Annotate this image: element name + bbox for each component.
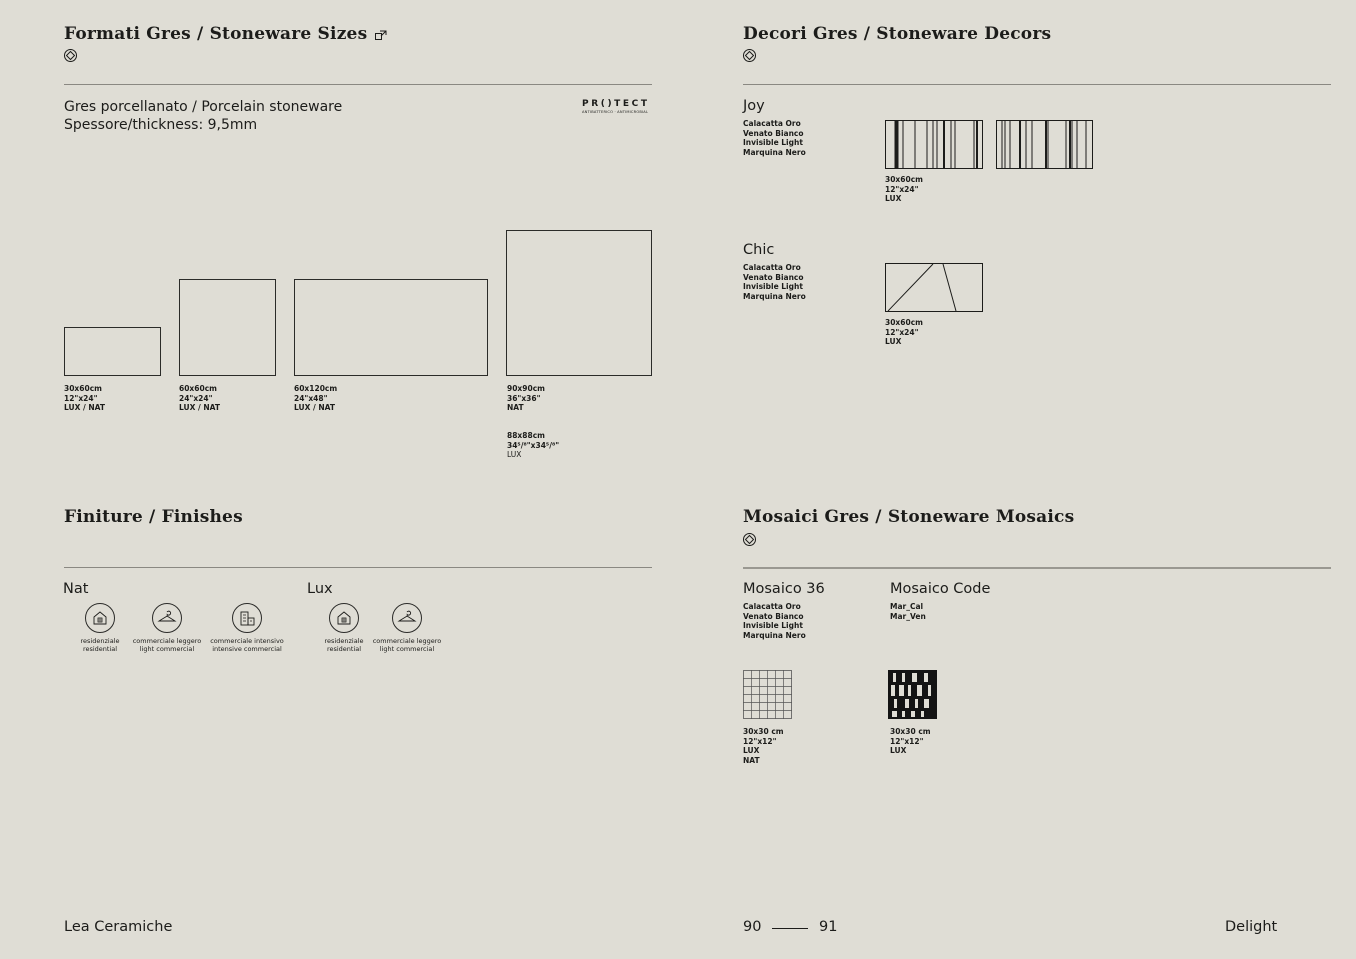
use-label: commerciale leggero light commercial bbox=[132, 637, 202, 653]
use-label: residenziale residential bbox=[324, 637, 364, 653]
decor-name: Chic bbox=[743, 242, 775, 258]
grade-badge-icon bbox=[64, 49, 77, 62]
size-60x60-tile bbox=[179, 279, 276, 376]
house-icon bbox=[329, 603, 359, 633]
grade-badge-icon bbox=[743, 533, 756, 546]
mosaic-colors: Calacatta Oro Venato Bianco Invisible Light Marquina Nero bbox=[743, 602, 806, 640]
decor-spec: 30x60cm 12"x24" LUX bbox=[885, 175, 923, 204]
finish-lux-label: Lux bbox=[307, 581, 333, 597]
protect-logo: PR()TECT ANTIBATTERICO · ANTIMICROBIAL bbox=[582, 99, 650, 114]
size-label: 60x120cm 24"x48" LUX / NAT bbox=[294, 384, 338, 413]
building-icon bbox=[232, 603, 262, 633]
mosaic-spec: 30x30 cm 12"x12" LUX bbox=[890, 727, 931, 756]
decors-divider bbox=[743, 84, 1331, 85]
decor-spec: 30x60cm 12"x24" LUX bbox=[885, 318, 923, 347]
size-60x120-tile bbox=[294, 279, 488, 376]
decor-colors: Calacatta Oro Venato Bianco Invisible Light Marquina Nero bbox=[743, 119, 806, 157]
thickness-line: Spessore/thickness: 9,5mm bbox=[64, 117, 258, 133]
finishes-title: Finiture / Finishes bbox=[64, 507, 243, 527]
decor-name: Joy bbox=[743, 98, 765, 114]
sizes-divider bbox=[64, 84, 652, 85]
joy-tile-a bbox=[885, 120, 983, 169]
size-label: 30x60cm 12"x24" LUX / NAT bbox=[64, 384, 105, 413]
footer-brand: Lea Ceramiche bbox=[64, 919, 173, 935]
footer-collection: Delight bbox=[1225, 919, 1278, 935]
mosaico-code-tile bbox=[888, 670, 937, 719]
house-icon bbox=[85, 603, 115, 633]
size-30x60-tile bbox=[64, 327, 161, 376]
mosaics-divider bbox=[743, 567, 1331, 569]
page-number-left: 90 bbox=[743, 919, 762, 935]
page-number-separator bbox=[772, 928, 808, 929]
sizes-title: Formati Gres / Stoneware Sizes bbox=[64, 24, 387, 44]
mosaico-36-tile bbox=[743, 670, 792, 719]
grade-badge-icon bbox=[743, 49, 756, 62]
mosaic-name: Mosaico 36 bbox=[743, 581, 825, 597]
page-number-right: 91 bbox=[819, 919, 838, 935]
use-label: residenziale residential bbox=[80, 637, 120, 653]
decor-colors: Calacatta Oro Venato Bianco Invisible Light Marquina Nero bbox=[743, 263, 806, 301]
size-90x90-tile bbox=[506, 230, 652, 376]
mosaic-spec: 30x30 cm 12"x12" LUX NAT bbox=[743, 727, 784, 765]
material-line: Gres porcellanato / Porcelain stoneware bbox=[64, 99, 343, 115]
decors-title: Decori Gres / Stoneware Decors bbox=[743, 24, 1052, 44]
chic-tile bbox=[885, 263, 983, 312]
mosaic-colors: Mar_Cal Mar_Ven bbox=[890, 602, 926, 621]
joy-tile-b bbox=[996, 120, 1093, 169]
use-label: commerciale leggero light commercial bbox=[372, 637, 442, 653]
use-label: commerciale intensivo intensive commercial bbox=[210, 637, 284, 653]
hanger-icon bbox=[152, 603, 182, 633]
finishes-divider bbox=[64, 567, 652, 568]
finish-nat-label: Nat bbox=[63, 581, 89, 597]
hanger-icon bbox=[392, 603, 422, 633]
mosaics-title: Mosaici Gres / Stoneware Mosaics bbox=[743, 507, 1075, 527]
size-label: 60x60cm 24"x24" LUX / NAT bbox=[179, 384, 220, 413]
size-label: 90x90cm 36"x36" NAT bbox=[507, 384, 545, 413]
material-info bbox=[64, 98, 342, 134]
extra-size-label: 88x88cm 34⁵/⁸"x34⁵/⁸" LUX bbox=[507, 431, 560, 460]
mosaic-name: Mosaico Code bbox=[890, 581, 991, 597]
external-link-icon[interactable] bbox=[375, 30, 387, 40]
